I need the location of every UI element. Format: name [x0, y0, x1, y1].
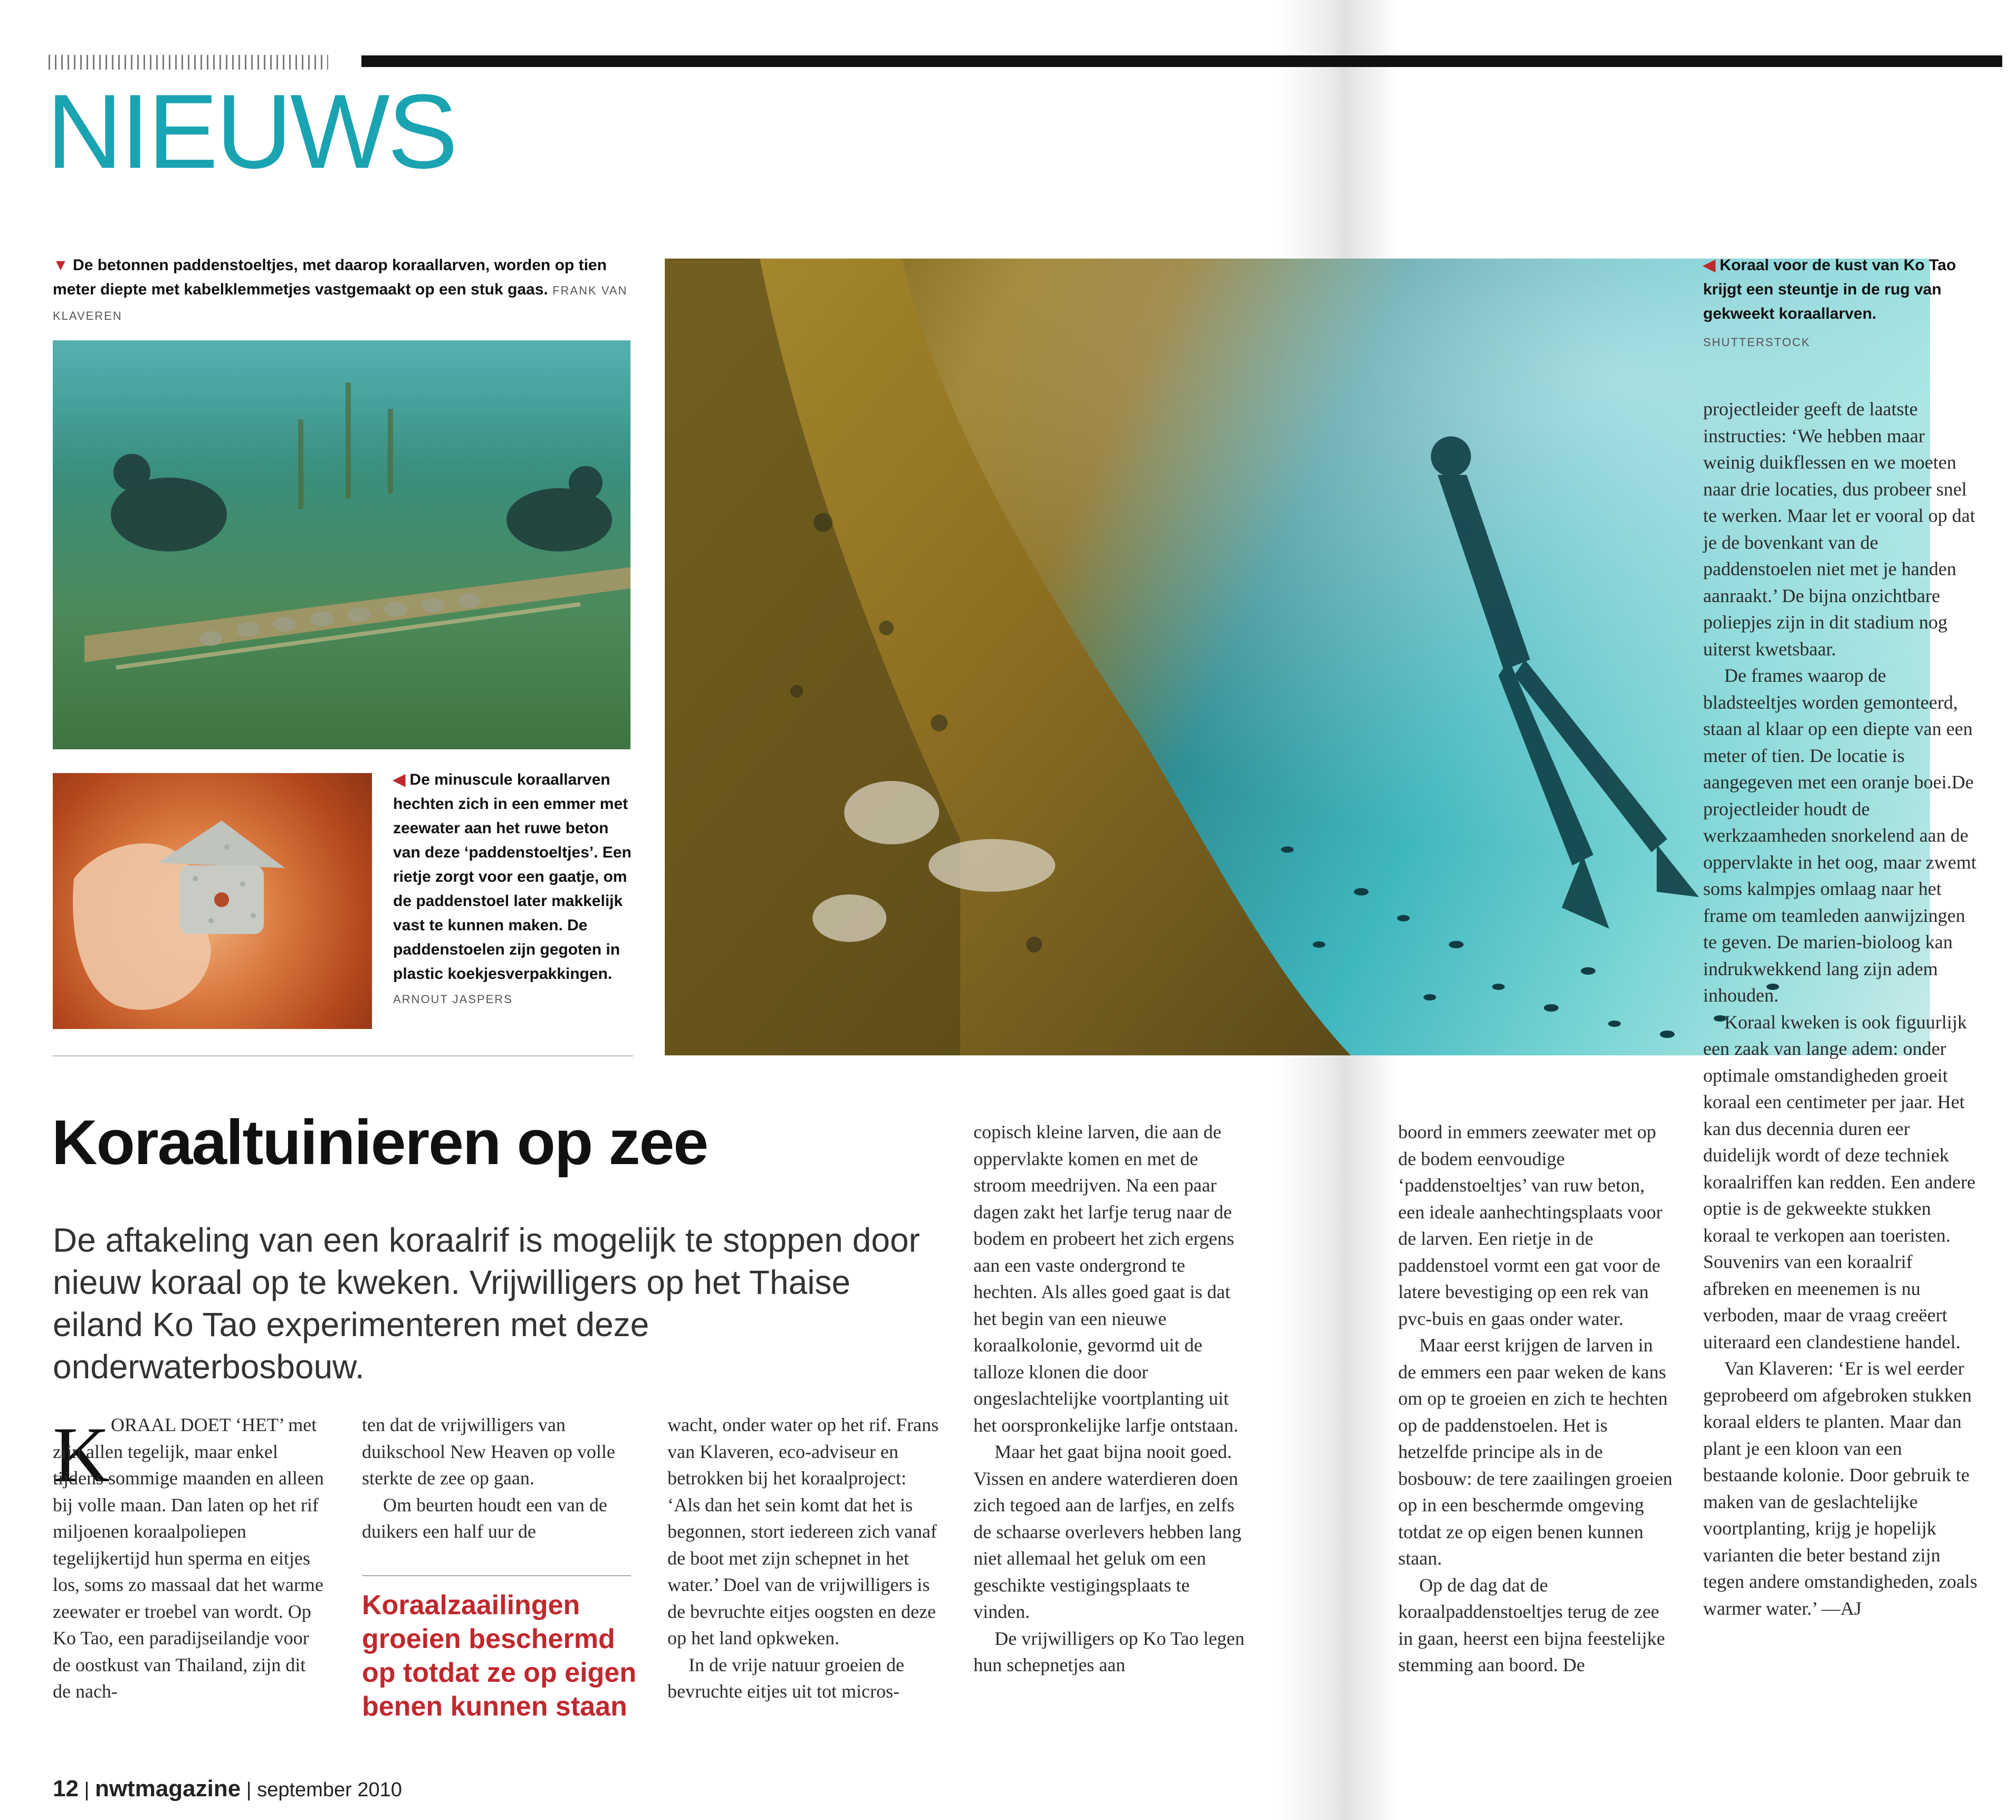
caption-arrow-icon: ◀ [1703, 256, 1716, 274]
issue-date: september 2010 [257, 1779, 402, 1801]
pullquote-rule [362, 1575, 631, 1576]
paragraph: Om beurten houdt een van de duikers een half uur de [362, 1494, 607, 1542]
caption-photo3 [1703, 253, 1977, 355]
page-number: 12 [53, 1776, 79, 1802]
magazine-name: nwtmagazine [94, 1776, 241, 1802]
section-title: NIEUWS [46, 73, 456, 190]
article-column-5 [1398, 1119, 1673, 1679]
article-headline: Koraaltuinieren op zee [52, 1107, 708, 1178]
article-column-3 [667, 1412, 942, 1705]
article-column-4 [973, 1119, 1248, 1679]
paragraph: Maar het gaat bijna nooit goed. Vissen en andere waterdieren doen zich tegoed aan de larfjes, en zelfs de schaarse overlevers hebben lang niet allemaal het geluk om een geschikte vestigingsplaats te vinden. [973, 1441, 1241, 1622]
caption-photo2-text: De minuscule koraallarven hechten zich in een emmer met zeewater aan het ruwe beton van deze ‘paddenstoeltjes’. Een rietje zorgt voor een gaatje, om de paddenstoel later makkelijk vast te kunnen maken. De paddenstoelen zijn gegoten in plastic koekjesverpakkingen. [393, 771, 632, 983]
paragraph: De frames waarop de bladsteeltjes worden gemonteerd, staan al klaar op een diepte van een meter of tien. De locatie is aangegeven met een oranje boei.De projectleider houdt de werkzaamheden snorkelend aan de oppervlakte in het oog, maar zwemt soms kalmpjes omlaag naar het frame om teamleden aanwijzingen te geven. De marien-bioloog kan indrukwekkend lang zijn adem inhouden. [1703, 665, 1976, 1006]
page-footer [53, 1776, 402, 1802]
drop-cap: K [53, 1411, 110, 1499]
paragraph: Maar eerst krijgen de larven in de emmers een paar weken de kans om op te groeien en zich te hechten op de paddenstoelen. Het is hetzelfde principe als in de bosbouw: de tere zaailingen groeien op in een beschermde omgeving totdat ze op eigen benen kunnen staan. [1398, 1335, 1673, 1569]
paragraph: De vrijwilligers op Ko Tao legen hun schepnetjes aan [973, 1627, 1245, 1675]
paragraph: ORAAL DOET ‘HET’ met zijn allen tegelijk, maar enkel tijdens sommige maanden en alleen bij volle maan. Dan laten op het rif miljoenen koraalpoliepen tegelijkertijd hun sperma en eitjes los, soms zo massaal dat het warme zeewater er troebel van wordt. Op Ko Tao, een paradijseilandje voor de oostkust van Thailand, zijn dit de nach- [53, 1414, 324, 1702]
paragraph: Op de dag dat de koraalpaddenstoeltjes terug de zee in gaan, heerst een bijna feestelijke stemming aan boord. De [1398, 1574, 1665, 1675]
paragraph: copisch kleine larven, die aan de oppervlakte komen en met de stroom meedrijven. Na een paar dagen zakt het larfje terug naar de bodem en probeert het zich ergens aan een vaste ondergrond te hechten. Als alles goed gaat is dat het begin van een nieuwe koraalkolonie, gevormd uit de talloze klonen die door ongeslachtelijke voortplanting uit het oorspronkelijke larfje ontstaan. [973, 1121, 1238, 1436]
paragraph: Van Klaveren: ‘Er is wel eerder geprobeerd om afgebroken stukken koraal elders te planten. Maar dan plant je een kloon van een bestaande kolonie. Door gebruik te maken van de geslachtelijke voortplanting, krijg je hopelijk varianten die beter bestand zijn tegen andere omstandigheden, zoals warmer water.’ —AJ [1703, 1358, 1977, 1619]
article-column-2 [362, 1412, 636, 1545]
paragraph: wacht, onder water op het rif. Frans van Klaveren, eco-adviseur en betrokken bij het koraalproject: ‘Als dan het sein komt dat het is begonnen, stort iedereen zich vanaf de boot met zijn schepnet in het water.’ Doel van de vrijwilligers is de bevruchte eitjes oogsten en deze op het land opkweken. [667, 1414, 939, 1649]
footer-separator: | [246, 1779, 252, 1801]
paragraph: projectleider geeft de laatste instructies: ‘We hebben maar weinig duikflessen en we moeten naar drie locaties, dus probeer snel te werken. Maar let er vooral op dat je de bovenkant van de paddenstoelen niet met je handen aanraakt.’ De bijna onzichtbare poliepjes zijn in dit stadium nog uiterst kwetsbaar. [1703, 398, 1975, 660]
paragraph: ten dat de vrijwilligers van duikschool New Heaven op volle sterkte de zee op gaan. [362, 1414, 615, 1489]
caption-photo1-credit: FRANK VAN KLAVEREN [53, 284, 628, 322]
article-lead: De aftakeling van een koraalrif is mogelijk te stoppen door nieuw koraal op te kweken. Vrijwilligers op het Thaise eiland Ko Tao experimenteren met deze onderwaterbosbouw. [53, 1221, 920, 1386]
header-rule [361, 55, 2002, 67]
photo-hand-mushroom [53, 773, 372, 1029]
pullquote: Koraalzaailingen groeien beschermd op totdat ze op eigen benen kunnen staan [362, 1590, 636, 1722]
caption-photo1-text: De betonnen paddenstoeltjes, met daarop koraallarven, worden op tien meter diepte met kabelklemmetjes vastgemaakt op een stuk gaas. [53, 256, 607, 298]
paragraph: Koraal kweken is ook figuurlijk een zaak van lange adem: onder optimale omstandigheden groeit koraal een centimeter per jaar. Het kan dus decennia duren eer duidelijk wordt of deze techniek koraalriffen kan redden. Een andere optie is de gekweekte stukken koraal te verkopen aan toeristen. Souvenirs van een koraalrif afbreken en meenemen is nu verboden, maar de vraag creëert uiteraard een clandestiene handel. [1703, 1011, 1976, 1352]
footer-separator: | [84, 1779, 90, 1801]
caption-arrow-icon: ◀ [393, 771, 406, 788]
caption-triangle-icon: ▼ [53, 256, 69, 274]
paragraph: In de vrije natuur groeien de bevruchte eitjes uit tot micros- [667, 1654, 904, 1702]
caption-photo2-credit: ARNOUT JASPERS [393, 993, 513, 1006]
caption-photo1 [53, 253, 633, 328]
article-column-6 [1703, 396, 1977, 1622]
caption-photo3-credit: SHUTTERSTOCK [1703, 336, 1811, 349]
caption-photo2 [393, 768, 636, 1012]
caption-photo3-text: Koraal voor de kust van Ko Tao krijgt een steuntje in de rug van gekweekt koraallarven. [1703, 256, 1956, 322]
divider [53, 1055, 633, 1056]
photo-hand-mushroom-art [53, 773, 372, 1029]
photo-divers-frame [53, 340, 630, 749]
header-tick-marks [49, 55, 328, 70]
photo-divers-frame-art [53, 340, 630, 749]
paragraph: boord in emmers zeewater met op de bodem eenvoudige ‘paddenstoeltjes’ van ruw beton, een ideale aanhechtingsplaats voor de larven. Een rietje in de paddenstoel vormt een gat voor de latere bevestiging op een rek van pvc-buis en gaas onder water. [1398, 1121, 1663, 1329]
article-column-1 [53, 1412, 327, 1705]
